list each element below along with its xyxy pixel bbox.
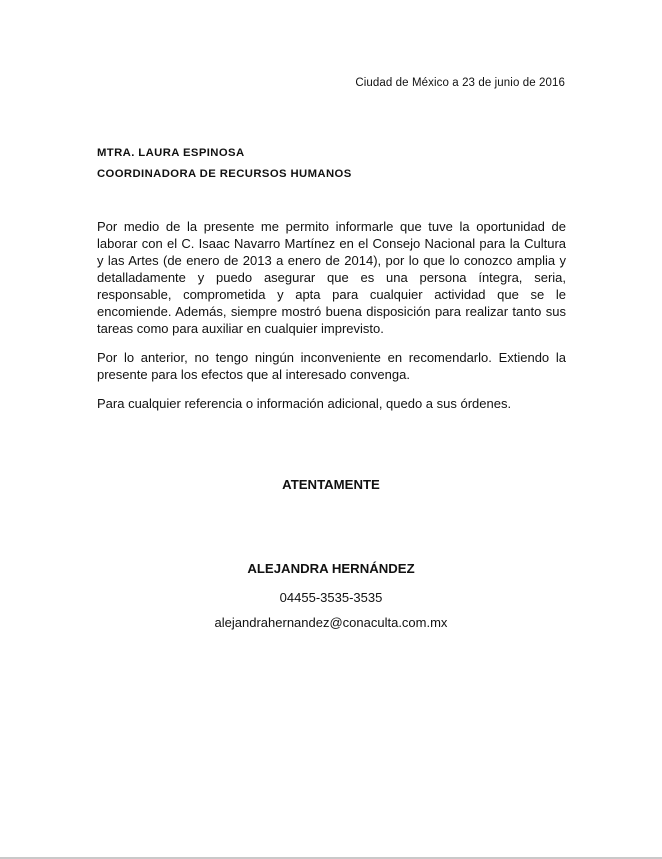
- recipient-title: COORDINADORA DE RECURSOS HUMANOS: [97, 168, 352, 180]
- body-paragraph-1: Por medio de la presente me permito informarle que tuve la oportunidad de laborar con el C. Isaac Navarro Martínez en el Consejo Nacional para la Cultura y las Artes (de enero de 2013 a enero de 2014), por lo que lo conozco amplia y detalladamente y puedo asegurar que es una persona íntegra, seria, responsable, comprometida y apta para cualquier actividad que se le encomiende. Además, siempre mostró buena disposición para realizar tanto sus tareas como para auxiliar en cualquier imprevisto.: [97, 219, 566, 336]
- body-paragraph-2: Por lo anterior, no tengo ningún inconveniente en recomendarlo. Extiendo la presente para los efectos que al interesado convenga.: [97, 350, 566, 382]
- signer-phone: 04455-3535-3535: [279, 590, 383, 605]
- signer-email: alejandrahernandez@conaculta.com.mx: [214, 615, 448, 630]
- closing-text: ATENTAMENTE: [282, 477, 380, 492]
- signer-name: ALEJANDRA HERNÁNDEZ: [247, 561, 415, 576]
- body-paragraph-3: Para cualquier referencia o información adicional, quedo a sus órdenes.: [97, 396, 512, 411]
- recipient-name: MTRA. LAURA ESPINOSA: [97, 147, 245, 159]
- date-line: Ciudad de México a 23 de junio de 2016: [355, 77, 565, 89]
